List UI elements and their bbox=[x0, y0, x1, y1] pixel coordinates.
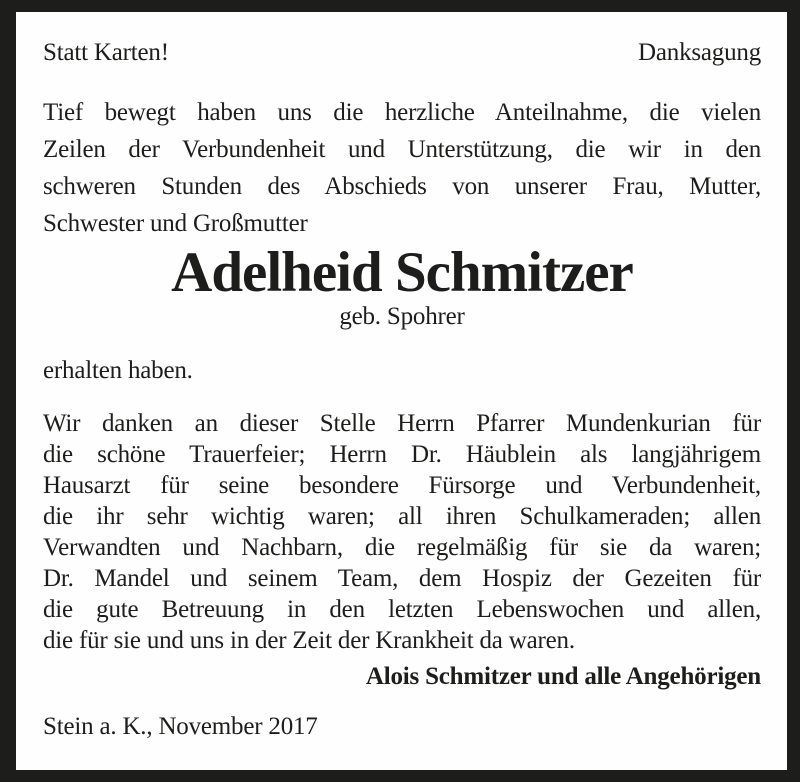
dateline: Stein a. K., November 2017 bbox=[43, 713, 318, 740]
thanks-line: Verwandten und Nachbarn, die regelmäßig für sie da waren; bbox=[43, 534, 761, 561]
intro-line: Zeilen der Verbundenheit und Unterstützung, die wir in den bbox=[43, 136, 761, 163]
notice-header bbox=[43, 38, 761, 68]
signature-line: Alois Schmitzer und alle Angehörigen bbox=[365, 663, 761, 690]
thanks-line: die für sie und uns in der Zeit der Krankheit da waren. bbox=[43, 627, 575, 654]
intro-line: schweren Stunden des Abschieds von unserer Frau, Mutter, bbox=[43, 173, 761, 200]
maiden-name: geb. Spohrer bbox=[339, 303, 465, 330]
thanks-line: die ihr sehr wichtig waren; all ihren Schulkameraden; allen bbox=[43, 503, 761, 530]
statt-karten-label: Statt Karten! bbox=[43, 39, 169, 66]
notice-content bbox=[16, 12, 787, 770]
continuation-text: erhalten haben. bbox=[43, 357, 193, 384]
thanks-line: Hausarzt für seine besondere Fürsorge und Verbundenheit, bbox=[43, 472, 761, 499]
intro-line: Tief bewegt haben uns die herzliche Anteilnahme, die vielen bbox=[43, 99, 761, 126]
deceased-name: Adelheid Schmitzer bbox=[171, 241, 633, 304]
intro-line: Schwester und Großmutter bbox=[43, 210, 308, 237]
thanks-paragraph bbox=[43, 408, 761, 656]
thanks-line: die schöne Trauerfeier; Herrn Dr. Häublein als langjährigem bbox=[43, 441, 761, 468]
intro-paragraph bbox=[43, 94, 761, 242]
thanks-line: Dr. Mandel und seinem Team, dem Hospiz der Gezeiten für bbox=[43, 565, 761, 592]
thanks-line: Wir danken an dieser Stelle Herrn Pfarrer Mundenkurian für bbox=[43, 410, 761, 437]
danksagung-label: Danksagung bbox=[638, 39, 761, 66]
thanks-line: die gute Betreuung in den letzten Lebenswochen und allen, bbox=[43, 596, 761, 623]
